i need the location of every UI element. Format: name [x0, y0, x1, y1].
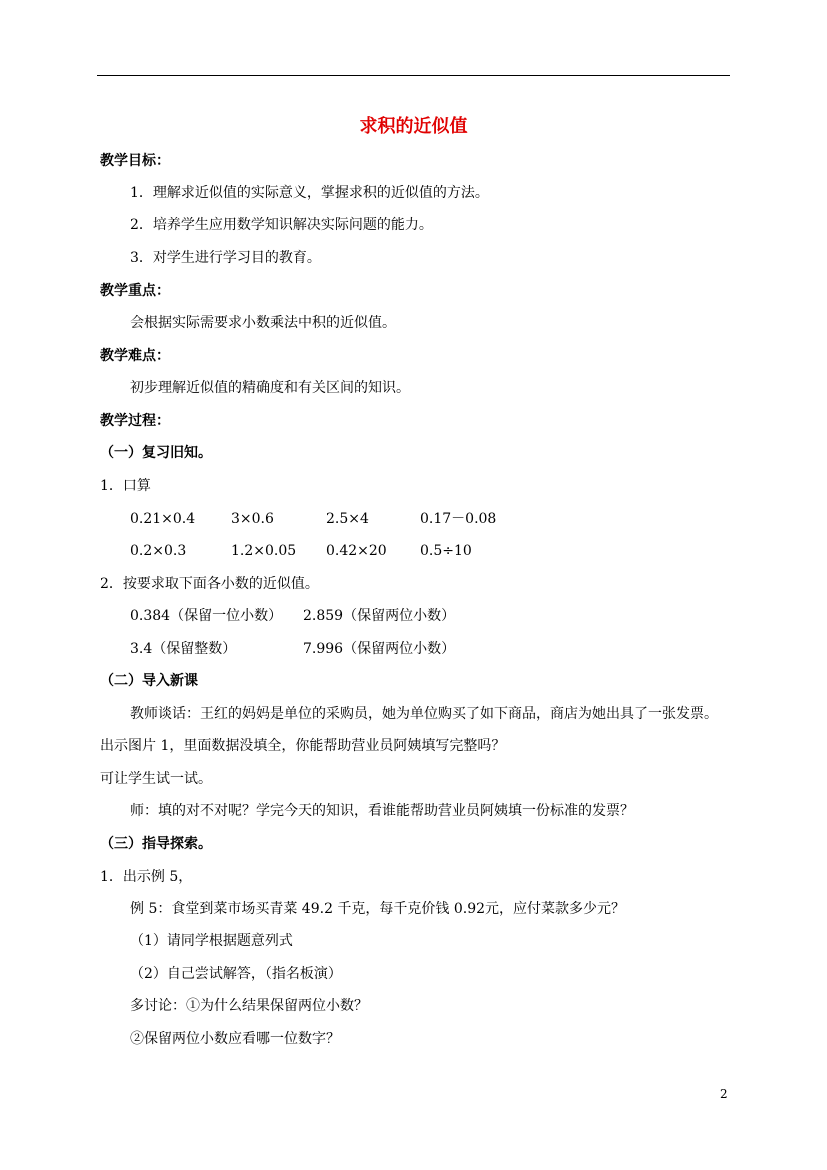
oral-item: 0.42×20 — [326, 543, 387, 559]
oral-item: 1.2×0.05 — [231, 543, 297, 559]
goals-heading: 教学目标： — [100, 153, 170, 169]
oral-item: 2.5×4 — [326, 511, 369, 527]
example-text: 例 5：食堂到菜市场买青菜 49.2 千克，每千克价钱 0.92元，应付菜款多少元？ — [130, 901, 626, 917]
goal-item: 2．培养学生应用数学知识解决实际问题的能力。 — [130, 217, 433, 233]
difficulty-text: 初步理解近似值的精确度和有关区间的知识。 — [130, 380, 410, 396]
oral-item: 0.2×0.3 — [130, 543, 187, 559]
discuss-item: ②保留两位小数应看哪一位数字？ — [130, 1031, 340, 1047]
oral-item: 0.17－0.08 — [420, 511, 497, 527]
approx-label: 2．按要求取下面各小数的近似值。 — [100, 576, 319, 592]
approx-item: 3.4（保留整数） — [130, 641, 237, 657]
process-heading: 教学过程： — [100, 413, 170, 429]
section-explore: （三）指导探索。 — [100, 836, 212, 852]
page-title: 求积的近似值 — [359, 116, 468, 137]
key-text: 会根据实际需要求小数乘法中积的近似值。 — [130, 315, 396, 331]
step-item: （1）请同学根据题意列式 — [130, 933, 293, 949]
intro-text: 可让学生试一试。 — [100, 771, 212, 787]
approx-item: 2.859（保留两位小数） — [303, 608, 456, 624]
goal-item: 3．对学生进行学习目的教育。 — [130, 250, 321, 266]
header-rule — [97, 75, 730, 76]
key-heading: 教学重点： — [100, 283, 170, 299]
oral-item: 0.21×0.4 — [130, 511, 196, 527]
section-review: （一）复习旧知。 — [100, 445, 212, 461]
goal-item: 1．理解求近似值的实际意义，掌握求积的近似值的方法。 — [130, 185, 489, 201]
oral-item: 0.5÷10 — [420, 543, 472, 559]
intro-text: 出示图片 1，里面数据没填全，你能帮助营业员阿姨填写完整吗？ — [100, 738, 506, 754]
difficulty-heading: 教学难点： — [100, 348, 170, 364]
approx-item: 0.384（保留一位小数） — [130, 608, 283, 624]
explore-item: 1．出示例 5， — [100, 869, 193, 885]
intro-text: 师：填的对不对呢？学完今天的知识，看谁能帮助营业员阿姨填一份标准的发票？ — [130, 803, 634, 819]
step-item: （2）自己尝试解答，（指名板演） — [130, 966, 342, 982]
approx-item: 7.996（保留两位小数） — [303, 641, 456, 657]
oral-item: 3×0.6 — [231, 511, 274, 527]
page-number: 2 — [720, 1087, 728, 1101]
section-intro: （二）导入新课 — [100, 673, 198, 689]
oral-label: 1．口算 — [100, 478, 151, 494]
discuss-item: 多讨论：①为什么结果保留两位小数？ — [130, 998, 368, 1014]
intro-text: 教师谈话：王红的妈妈是单位的采购员，她为单位购买了如下商品，商店为她出具了一张发票。 — [130, 706, 718, 722]
